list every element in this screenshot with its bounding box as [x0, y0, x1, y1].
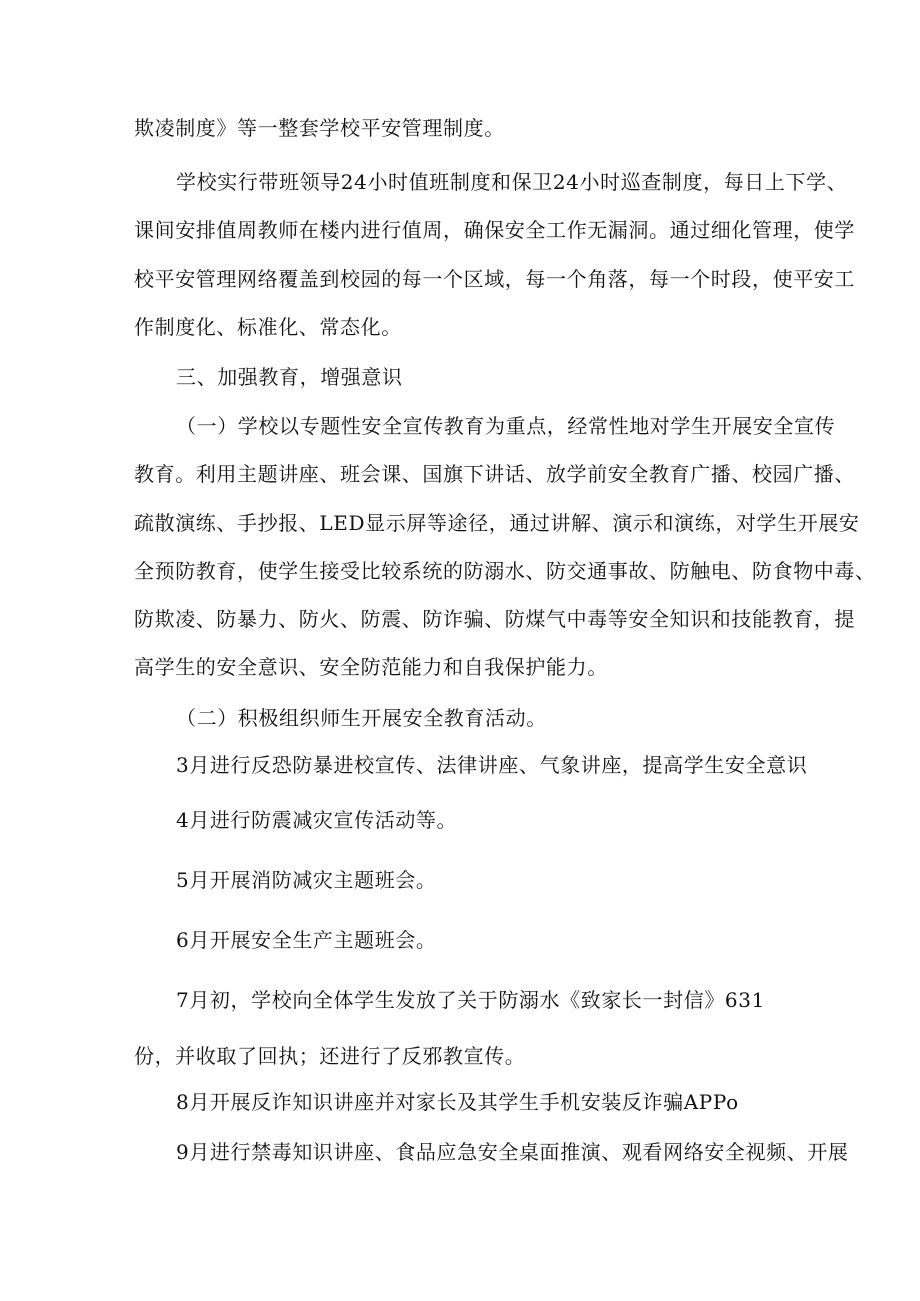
paragraph-line: 欺凌制度》等一整套学校平安管理制度。	[134, 116, 505, 140]
month-item: 3月进行反恐防暴进校宣传、法律讲座、气象讲座，提高学生安全意识	[176, 753, 808, 777]
paragraph-line: 高学生的安全意识、安全防范能力和自我保护能力。	[134, 655, 608, 679]
paragraph-line: 作制度化、标准化、常态化。	[134, 315, 402, 339]
month-item: 份，并收取了回执；还进行了反邪教宣传。	[134, 1044, 526, 1068]
month-item: 8月开展反诈知识讲座并对家长及其学生手机安装反诈骗APPo	[176, 1090, 739, 1114]
paragraph-line: 疏散演练、手抄报、LED显示屏等途径，通过讲解、演示和演练，对学生开展安	[134, 511, 860, 535]
month-item: 7月初，学校向全体学生发放了关于防溺水《致家长一封信》631	[176, 988, 765, 1012]
month-item: 6月开展安全生产主题班会。	[176, 928, 437, 952]
paragraph-line: 课间安排值周教师在楼内进行值周，确保安全工作无漏洞。通过细化管理，使学	[134, 218, 855, 242]
paragraph-line: （一）学校以专题性安全宣传教育为重点，经常性地对学生开展安全宣传	[176, 414, 836, 438]
month-item: 9月进行禁毒知识讲座、食品应急安全桌面推演、观看网络安全视频、开展	[176, 1140, 849, 1164]
paragraph-line: 学校实行带班领导24小时值班制度和保卫24小时巡查制度，每日上下学、	[176, 170, 848, 194]
paragraph-line: 校平安管理网络覆盖到校园的每一个区域，每一个角落，每一个时段，使平安工	[134, 267, 855, 291]
month-item: 4月进行防震减灾宣传活动等。	[176, 808, 458, 832]
paragraph-line: 教育。利用主题讲座、班会课、国旗下讲话、放学前安全教育广播、校园广播、	[134, 462, 855, 486]
paragraph-line: 防欺凌、防暴力、防火、防震、防诈骗、防煤气中毒等安全知识和技能教育，提	[134, 607, 855, 631]
paragraph-line: 全预防教育，使学生接受比较系统的防溺水、防交通事故、防触电、防食物中毒、	[134, 559, 876, 583]
section-heading: 三、加强教育，增强意识	[176, 365, 403, 389]
month-item: 5月开展消防减灾主题班会。	[176, 868, 437, 892]
paragraph-line: （二）积极组织师生开展安全教育活动。	[176, 706, 547, 730]
